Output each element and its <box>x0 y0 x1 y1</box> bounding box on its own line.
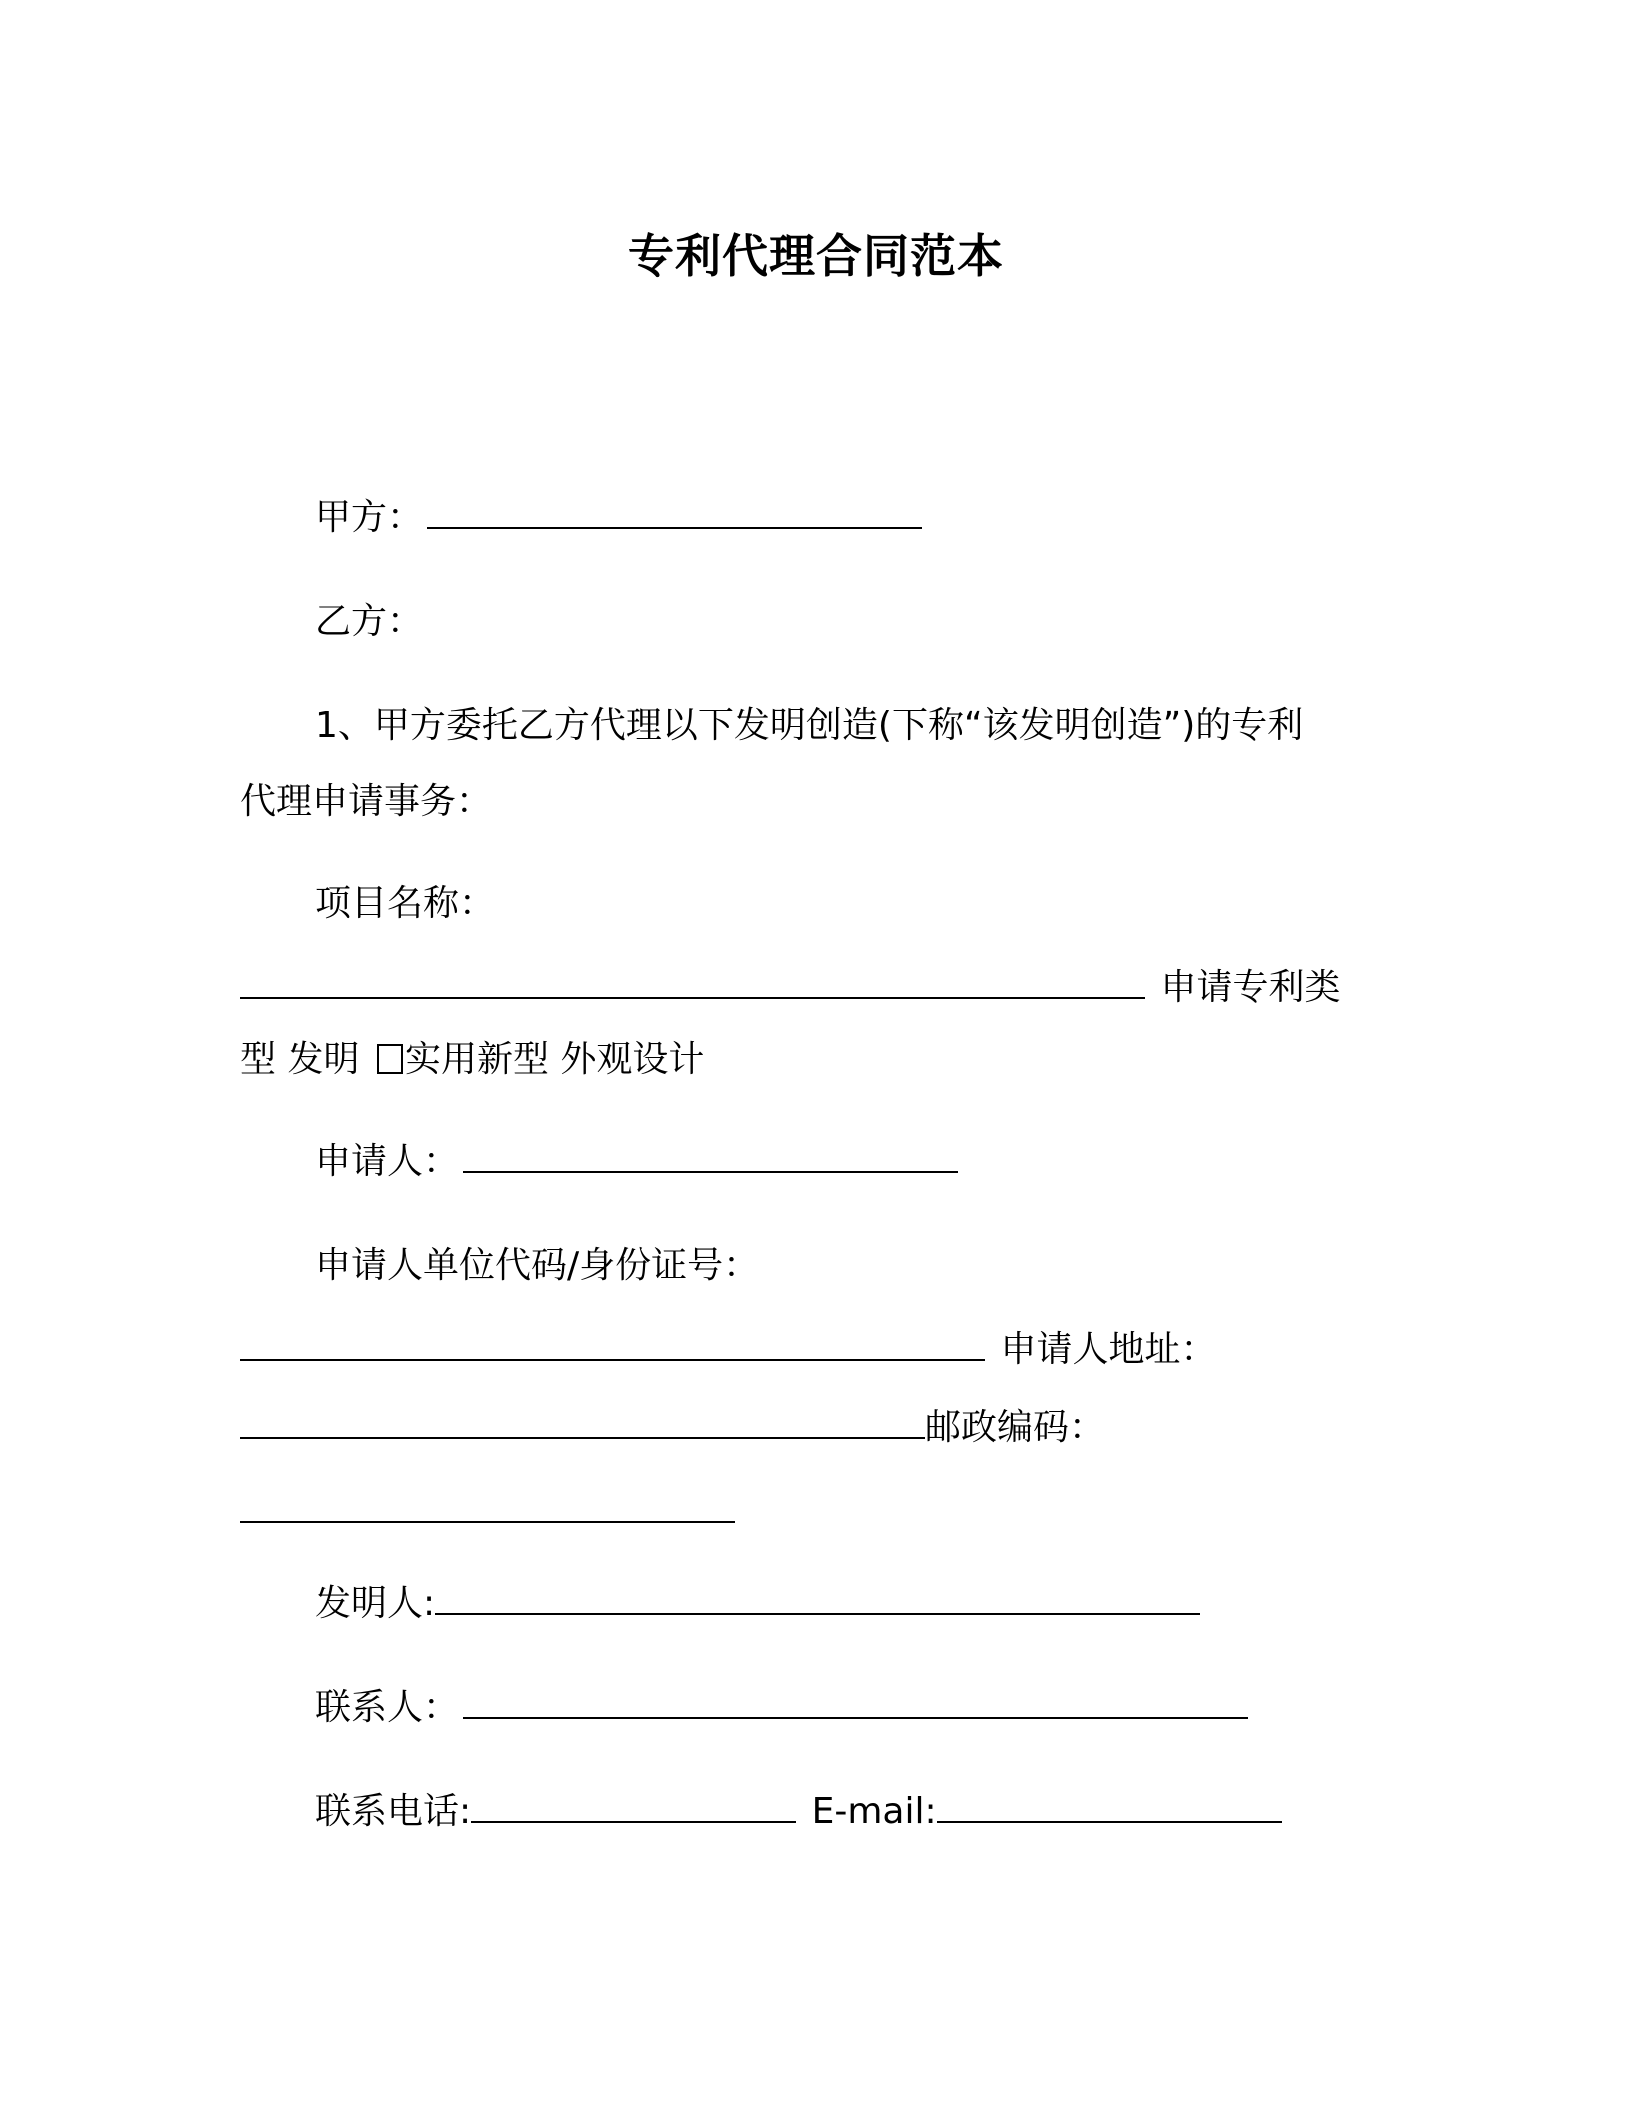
patent-type-options-line <box>240 1038 704 1082</box>
type-invention-option[interactable]: 发明 <box>287 1039 360 1080</box>
contact-blank[interactable] <box>463 1687 1248 1719</box>
applicant-id-label: 申请人单位代码/身份证号： <box>315 1245 760 1286</box>
project-name-blank[interactable] <box>240 967 1145 999</box>
postal-code-blank-line <box>240 1490 739 1534</box>
patent-type-label: 申请专利类 <box>1160 967 1341 1008</box>
applicant-address-blank[interactable] <box>240 1407 925 1439</box>
applicant-id-line <box>315 1244 759 1288</box>
applicant-id-blank[interactable] <box>240 1329 985 1361</box>
type-utility-model-option[interactable]: 实用新型 <box>404 1039 549 1080</box>
applicant-id-blank-line <box>240 1328 1216 1372</box>
email-blank[interactable] <box>937 1791 1282 1823</box>
clause-1-text-2: 代理申请事务： <box>240 781 493 822</box>
applicant-address-label: 申请人地址： <box>1000 1329 1217 1370</box>
applicant-address-blank-line <box>240 1406 1105 1450</box>
applicant-line <box>315 1140 962 1184</box>
party-a-line <box>315 496 926 540</box>
phone-label: 联系电话: <box>315 1791 472 1832</box>
phone-blank[interactable] <box>471 1791 796 1823</box>
patent-type-label-cont: 型 <box>240 1039 277 1080</box>
inventor-line <box>315 1582 1204 1626</box>
postal-code-label: 邮政编码： <box>925 1407 1106 1448</box>
clause-1-line-1 <box>315 704 1303 748</box>
type-design-option[interactable]: 外观设计 <box>560 1039 705 1080</box>
inventor-blank[interactable] <box>435 1583 1200 1615</box>
party-b-label: 乙方： <box>315 601 424 642</box>
clause-1-text-1: 1、甲方委托乙方代理以下发明创造(下称“该发明创造”)的专利 <box>315 705 1304 746</box>
page-title: 专利代理合同范本 <box>628 229 1004 283</box>
phone-email-line <box>315 1790 1286 1834</box>
postal-code-blank[interactable] <box>240 1491 735 1523</box>
project-name-blank-line <box>240 966 1340 1010</box>
applicant-blank[interactable] <box>463 1141 958 1173</box>
applicant-label: 申请人： <box>315 1141 460 1182</box>
inventor-label: 发明人: <box>315 1583 436 1624</box>
party-a-label: 甲方： <box>315 497 424 538</box>
clause-1-line-2 <box>240 780 492 824</box>
email-label: E-mail: <box>811 1791 937 1832</box>
party-b-line <box>315 600 423 644</box>
project-name-line <box>315 882 495 926</box>
contact-label: 联系人： <box>315 1687 460 1728</box>
party-a-blank[interactable] <box>427 497 922 529</box>
contact-line <box>315 1686 1252 1730</box>
project-name-label: 项目名称： <box>315 883 496 924</box>
utility-model-checkbox[interactable] <box>377 1044 403 1074</box>
